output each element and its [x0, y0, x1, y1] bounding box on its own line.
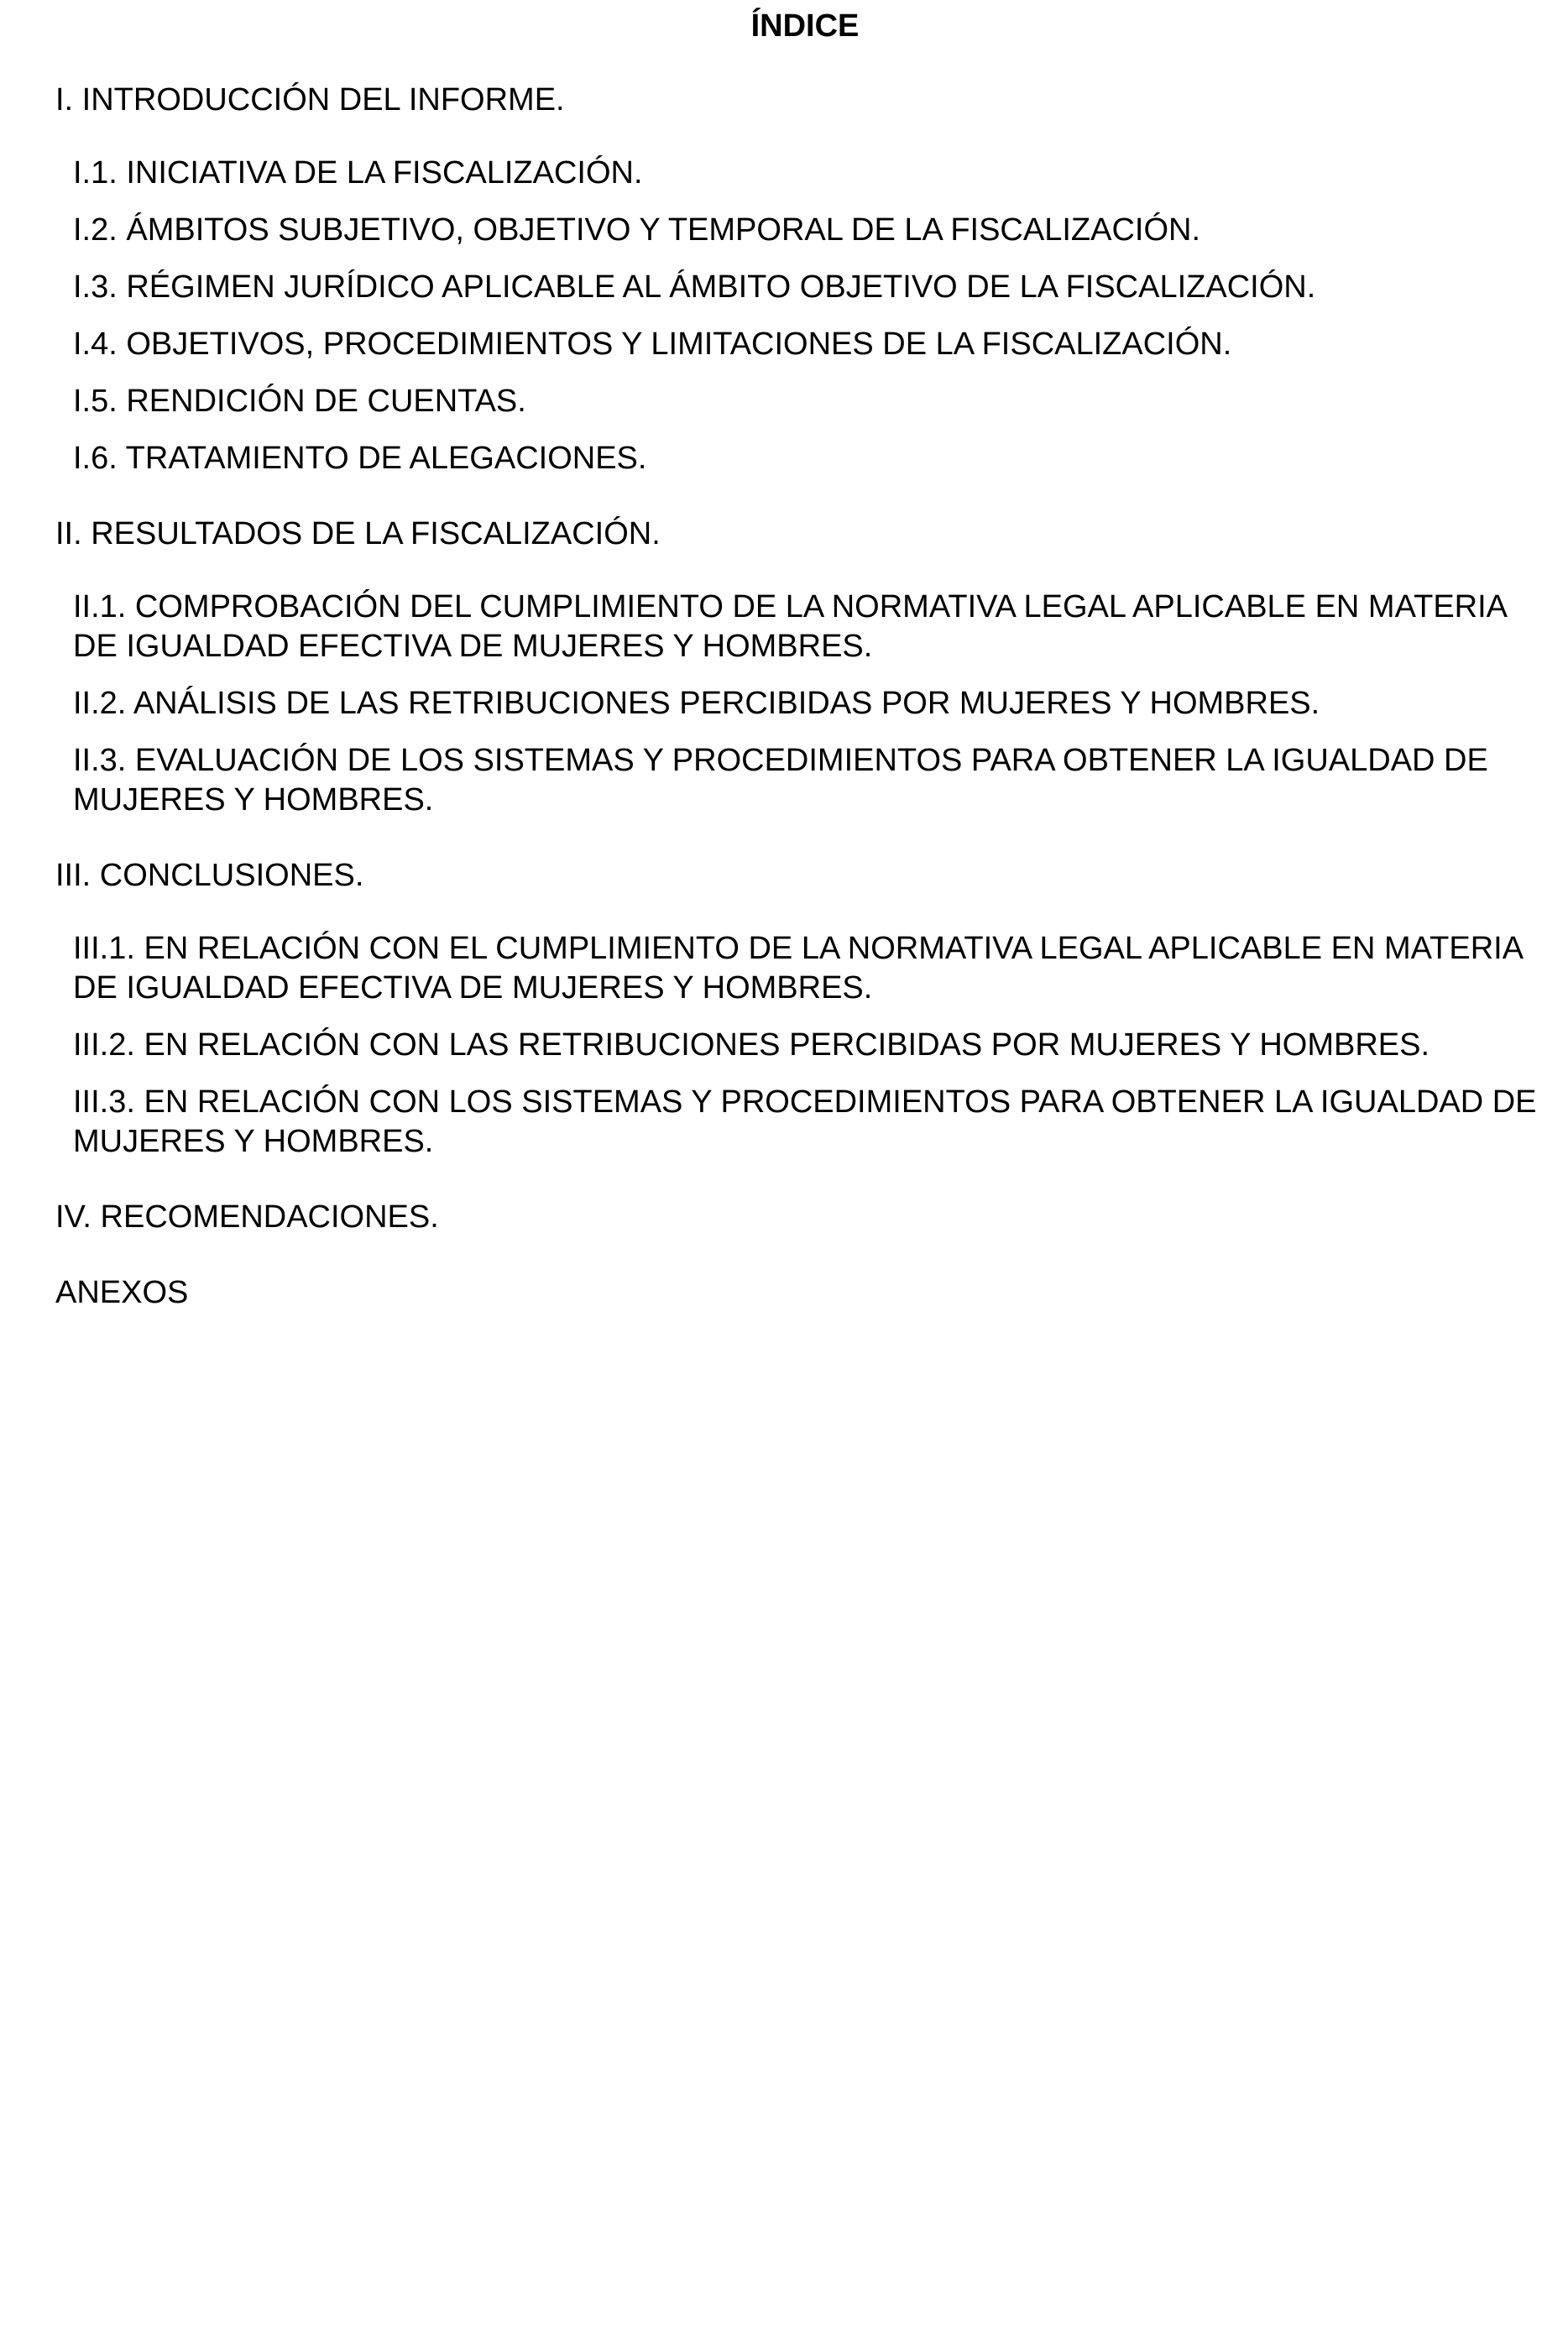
toc-subsection-entry: III.2. EN RELACIÓN CON LAS RETRIBUCIONES PERCIBIDAS POR MUJERES Y HOMBRES. — [73, 1027, 1430, 1063]
toc-subsection-entry: III.3. EN RELACIÓN CON LOS SISTEMAS Y PROCEDIMIENTOS PARA OBTENER LA IGUALDAD DE MUJERES Y HOMBRES. — [73, 1084, 1537, 1159]
toc-subsection-entry: I.5. RENDICIÓN DE CUENTAS. — [73, 384, 526, 419]
toc-section-entry: I. INTRODUCCIÓN DEL INFORME. — [55, 82, 565, 118]
toc-subsection-entry: I.1. INICIATIVA DE LA FISCALIZACIÓN. — [73, 155, 643, 191]
toc-section-entry: ANEXOS — [55, 1275, 189, 1310]
toc-subsection-entry: I.6. TRATAMIENTO DE ALEGACIONES. — [73, 441, 647, 476]
toc-subsection-entry: I.2. ÁMBITOS SUBJETIVO, OBJETIVO Y TEMPORAL DE LA FISCALIZACIÓN. — [73, 212, 1201, 248]
toc-subsection-entry: II.3. EVALUACIÓN DE LOS SISTEMAS Y PROCEDIMIENTOS PARA OBTENER LA IGUALDAD DE MUJERES Y HOMBRES. — [73, 743, 1488, 818]
table-of-contents — [55, 81, 1558, 1313]
toc-section-entry: II. RESULTADOS DE LA FISCALIZACIÓN. — [55, 516, 661, 551]
toc-subsection-entry: I.4. OBJETIVOS, PROCEDIMIENTOS Y LIMITACIONES DE LA FISCALIZACIÓN. — [73, 327, 1232, 362]
toc-subsection-entry: III.1. EN RELACIÓN CON EL CUMPLIMIENTO DE LA NORMATIVA LEGAL APLICABLE EN MATERIA DE IGUALDAD EFECTIVA DE MUJERES Y HOMBRES. — [73, 931, 1522, 1006]
toc-subsection-entry: II.2. ANÁLISIS DE LAS RETRIBUCIONES PERCIBIDAS POR MUJERES Y HOMBRES. — [73, 686, 1320, 721]
toc-section-entry: III. CONCLUSIONES. — [55, 858, 364, 893]
page-title: ÍNDICE — [750, 8, 860, 44]
toc-subsection-entry: I.3. RÉGIMEN JURÍDICO APLICABLE AL ÁMBITO OBJETIVO DE LA FISCALIZACIÓN. — [73, 269, 1316, 305]
toc-section-entry: IV. RECOMENDACIONES. — [55, 1199, 439, 1235]
toc-subsection-entry: II.1. COMPROBACIÓN DEL CUMPLIMIENTO DE LA NORMATIVA LEGAL APLICABLE EN MATERIA DE IGUALDAD EFECTIVA DE MUJERES Y HOMBRES. — [73, 589, 1506, 664]
